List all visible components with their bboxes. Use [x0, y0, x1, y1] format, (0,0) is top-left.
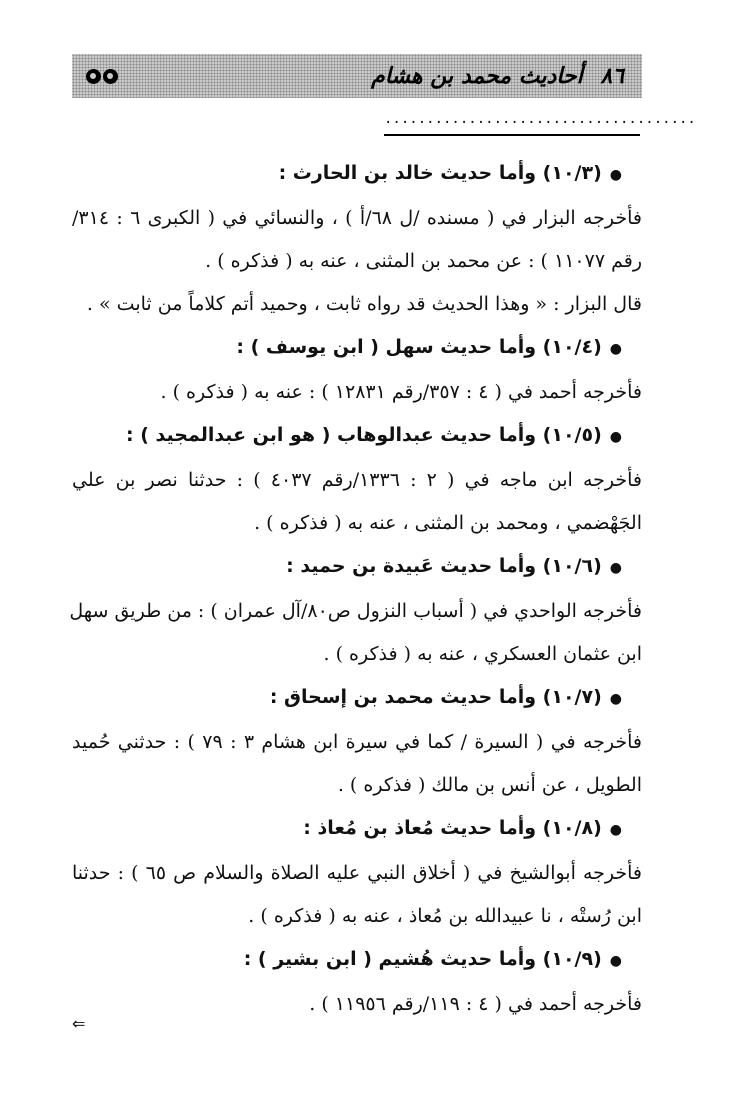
bullet-icon: ● — [609, 691, 622, 707]
section-heading — [72, 545, 642, 590]
bullet-icon: ● — [609, 429, 622, 445]
body-line: الجَهْضمي ، ومحمد بن المثنى ، عنه به ( فذكره ) . — [254, 512, 642, 534]
section-heading — [72, 326, 642, 371]
arrow-left-icon: ⇐ — [72, 1014, 86, 1033]
body-line: فأخرجه البزار في ( مسنده /ل ٦٨/أ ) ، والنسائي في ( الكبرى ٦ : ٣١٤/ — [72, 207, 643, 229]
heading-text: (١٠/٩) وأما حديث هُشيم ( ابن بشير ) : — [243, 948, 602, 970]
body-line: فأخرجه الواحدي في ( أسباب النزول ص٨٠/آل عمران ) : من طريق سهل — [69, 600, 642, 622]
ornament-icon — [86, 69, 118, 84]
bullet-icon: ● — [609, 341, 622, 357]
main-text — [69, 152, 643, 1026]
separator-rule — [384, 134, 640, 136]
bullet-icon: ● — [609, 822, 622, 838]
dotted-separator: ..................................... — [384, 111, 696, 127]
section-heading — [72, 414, 642, 459]
ornament-dot — [86, 69, 101, 84]
heading-text: (١٠/٦) وأما حديث عَبيدة بن حميد : — [286, 555, 602, 577]
heading-text: (١٠/٤) وأما حديث سهل ( ابن يوسف ) : — [236, 336, 602, 358]
body-line: فأخرجه ابن ماجه في ( ٢ : ١٣٣٦/رقم ٤٠٣٧ ) : حدثنا نصر بن علي — [72, 469, 642, 491]
bullet-icon: ● — [609, 560, 622, 576]
running-title: أحاديث محمد بن هشام — [371, 63, 583, 89]
section-heading — [72, 938, 642, 983]
bullet-icon: ● — [609, 953, 622, 969]
body-line: فأخرجه في ( السيرة / كما في سيرة ابن هشام ٣ : ٧٩ ) : حدثني حُميد — [72, 731, 642, 753]
bullet-icon: ● — [609, 167, 622, 183]
heading-text: (١٠/٥) وأما حديث عبدالوهاب ( هو ابن عبدالمجيد ) : — [126, 424, 602, 446]
body-line: فأخرجه أحمد في ( ٤ : ١١٩/رقم ١١٩٥٦ ) . — [309, 993, 642, 1015]
section-heading — [72, 676, 642, 721]
header-title-group — [371, 64, 624, 89]
page-number: ٨٦ — [600, 63, 624, 89]
page-header — [72, 54, 642, 98]
heading-text: (١٠/٧) وأما حديث محمد بن إسحاق : — [269, 686, 602, 708]
section-heading — [72, 807, 642, 852]
body-line: ابن عثمان العسكري ، عنه به ( فذكره ) . — [323, 643, 642, 665]
body-line: قال البزار : « وهذا الحديث قد رواه ثابت ، وحميد أتم كلاماً من ثابت » . — [86, 293, 642, 315]
body-line: فأخرجه أبوالشيخ في ( أخلاق النبي عليه الصلاة والسلام ص ٦٥ ) : حدثنا — [72, 862, 642, 884]
heading-text: (١٠/٨) وأما حديث مُعاذ بن مُعاذ : — [303, 817, 602, 839]
section-heading — [72, 152, 642, 197]
body-line: فأخرجه أحمد في ( ٤ : ٣٥٧/رقم ١٢٨٣١ ) : عنه به ( فذكره ) . — [160, 381, 642, 403]
body-line: الطويل ، عن أنس بن مالك ( فذكره ) . — [337, 774, 642, 796]
heading-text: (١٠/٣) وأما حديث خالد بن الحارث : — [278, 162, 602, 184]
ornament-dot — [103, 69, 118, 84]
body-line: رقم ١١٠٧٧ ) : عن محمد بن المثنى ، عنه به ( فذكره ) . — [205, 250, 642, 272]
body-line: ابن رُستْه ، نا عبيدالله بن مُعاذ ، عنه به ( فذكره ) . — [248, 905, 642, 927]
